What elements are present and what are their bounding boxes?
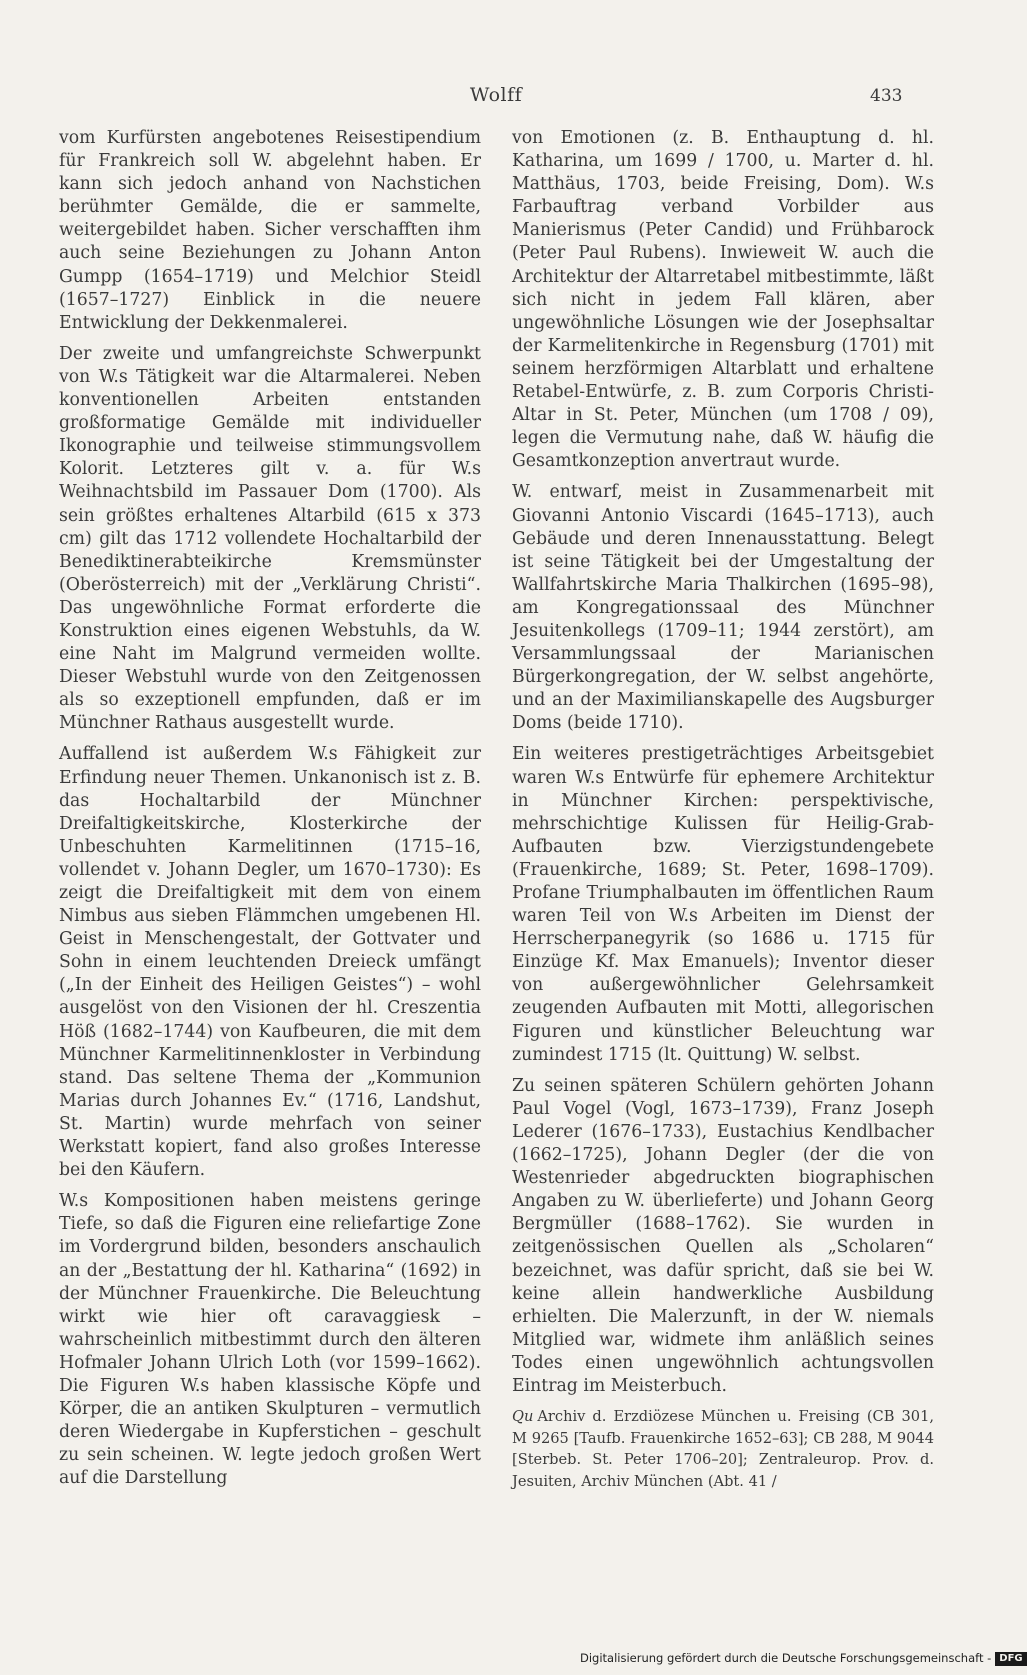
sources-note	[512, 1406, 934, 1492]
left-column	[59, 127, 481, 1498]
paragraph: Zu seinen späteren Schülern gehörten Johann Paul Vogel (Vogl, 1673–1739), Franz Joseph Lederer (1676–1733), Eustachius Kendlbacher (1662–1725), Johann Degler (der die von Westenrieder abgedruckten biographischen Angaben zu W. überlieferte) und Johann Georg Bergmüller (1688–1762). Sie wurden in zeitgenössischen Quellen als „Scholaren“ bezeichnet, was dafür spricht, daß sie bei W. keine allein handwerkliche Ausbildung erhielten. Die Malerzunft, in der W. niemals Mitglied war, widmete ihm anläßlich seines Todes einen ungewöhnlich achtungsvollen Eintrag im Meisterbuch.	[512, 1075, 934, 1396]
paragraph: Der zweite und umfangreichste Schwerpunkt von W.s Tätigkeit war die Altarmalerei. Neben konventionellen Arbeiten entstanden großformatige Gemälde mit individueller Ikonographie und teilweise stimmungsvollem Kolorit. Letzteres gilt v. a. für W.s Weihnachtsbild im Passauer Dom (1700). Als sein größtes erhaltenes Altarbild (615 x 373 cm) gilt das 1712 vollendete Hochaltarbild der Benediktinerabteikirche Kremsmünster (Oberösterreich) mit der „Verklärung Christi“. Das ungewöhnliche Format erforderte die Konstruktion eines eigenen Webstuhls, da W. eine Naht im Malgrund vermeiden wollte. Dieser Webstuhl wurde von den Zeitgenossen als so exzeptionell empfunden, daß er im Münchner Rathaus ausgestellt wurde.	[59, 343, 481, 734]
sources-text: Archiv d. Erzdiözese München u. Freising (CB 301, M 9265 [Taufb. Frauenkirche 1652–63]; CB 288, M 9044 [Sterbeb. St. Peter 1706–20]; Zentraleurop. Prov. d. Jesuiten, Archiv München (Abt. 41 /	[512, 1408, 934, 1490]
page-number: 433	[870, 86, 903, 106]
running-title: Wolff	[469, 84, 523, 106]
digitization-footer	[580, 1651, 1027, 1666]
paragraph: Auffallend ist außerdem W.s Fähigkeit zur Erfindung neuer Themen. Unkanonisch ist z. B. das Hochaltarbild der Münchner Dreifaltigkeitskirche, Klosterkirche der Unbeschuhten Karmelitinnen (1715–16, vollendet v. Johann Degler, um 1670–1730): Es zeigt die Dreifaltigkeit mit dem von einem Nimbus aus sieben Flämmchen umgebenen Hl. Geist in Menschengestalt, der Gottvater und Sohn in einem leuchtenden Dreieck umfängt („In der Einheit des Heiligen Geistes“) – wohl ausgelöst von den Visionen der hl. Creszentia Höß (1682–1744) von Kaufbeuren, die mit dem Münchner Karmelitinnenkloster in Verbindung stand. Das seltene Thema der „Kommunion Marias durch Johannes Ev.“ (1716, Landshut, St. Martin) wurde mehrfach von seiner Werkstatt kopiert, fand also großes Interesse bei den Käufern.	[59, 744, 481, 1181]
dfg-logo: DFG	[995, 1652, 1026, 1666]
footer-text: Digitalisierung gefördert durch die Deutsche Forschungsgemeinschaft -	[580, 1651, 992, 1665]
right-column	[512, 127, 934, 1492]
paragraph: W. entwarf, meist in Zusammenarbeit mit Giovanni Antonio Viscardi (1645–1713), auch Gebäude und deren Innenausstattung. Belegt ist seine Tätigkeit bei der Umgestaltung der Wallfahrtskirche Maria Thalkirchen (1695–98), am Kongregationssaal des Münchner Jesuitenkollegs (1709–11; 1944 zerstört), am Versammlungssaal der Marianischen Bürgerkongregation, der W. selbst angehörte, und an der Maximilianskapelle des Augsburger Doms (beide 1710).	[512, 482, 934, 734]
paragraph: Ein weiteres prestigeträchtiges Arbeitsgebiet waren W.s Entwürfe für ephemere Architektur in Münchner Kirchen: perspektivische, mehrschichtige Kulissen für Heilig-Grab-Aufbauten bzw. Vierzigstundengebete (Frauenkirche, 1689; St. Peter, 1698–1709). Profane Triumphalbauten im öffentlichen Raum waren Teil von W.s Arbeiten im Dienst der Herrscherpanegyrik (so 1686 u. 1715 für Einzüge Kf. Max Emanuels); Inventor dieser von außergewöhnlicher Gelehrsamkeit zeugenden Aufbauten mit Motti, allegorischen Figuren und künstlicher Beleuchtung war zumindest 1715 (lt. Quittung) W. selbst.	[512, 744, 934, 1065]
sources-label: Qu	[512, 1408, 534, 1426]
paragraph: von Emotionen (z. B. Enthauptung d. hl. Katharina, um 1699 / 1700, u. Marter d. hl. Matthäus, 1703, beide Freising, Dom). W.s Farbauftrag verband Vorbilder aus Manierismus (Peter Candid) und Frühbarock (Peter Paul Rubens). Inwieweit W. auch die Architektur der Altarretabel mitbestimmte, läßt sich nicht in jedem Fall klären, aber ungewöhnliche Lösungen wie der Josephsaltar der Karmelitenkirche in Regensburg (1701) mit seinem herzförmigen Altarblatt und erhaltene Retabel-Entwürfe, z. B. zum Corporis Christi-Altar in St. Peter, München (um 1708 / 09), legen die Vermutung nahe, daß W. häufig die Gesamtkonzeption anvertraut wurde.	[512, 128, 934, 472]
paragraph: W.s Kompositionen haben meistens geringe Tiefe, so daß die Figuren eine reliefartige Zone im Vordergrund bilden, besonders anschaulich an der „Bestattung der hl. Katharina“ (1692) in der Münchner Frauenkirche. Die Beleuchtung wirkt wie hier oft caravaggiesk – wahrscheinlich mitbestimmt durch den älteren Hofmaler Johann Ulrich Loth (vor 1599–1662). Die Figuren W.s haben klassische Köpfe und Körper, die an antiken Skulpturen – vermutlich deren Wiedergabe in Kupferstichen – geschult zu sein scheinen. W. legte jedoch großen Wert auf die Darstellung	[59, 1191, 481, 1489]
paragraph: vom Kurfürsten angebotenes Reisestipendium für Frankreich soll W. abgelehnt haben. Er kann sich jedoch anhand von Nachstichen berühmter Gemälde, die er sammelte, weitergebildet haben. Sicher verschafften ihm auch seine Beziehungen zu Johann Anton Gumpp (1654–1719) und Melchior Steidl (1657–1727) Einblick in die neuere Entwicklung der Dekkenmalerei.	[59, 128, 481, 333]
